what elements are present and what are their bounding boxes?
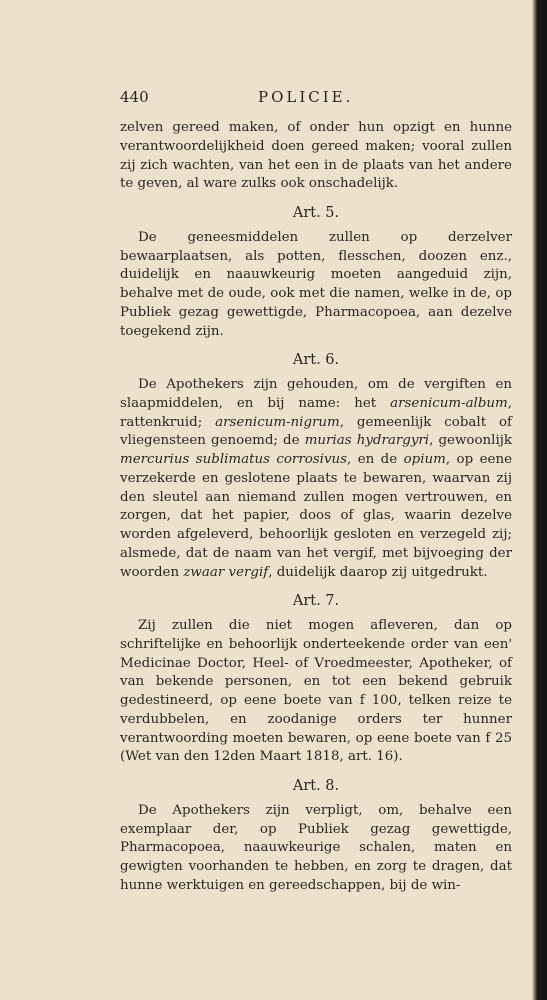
paragraph-continued: zelven gereed maken, of onder hun opzigt en hunne verantwoordelijkheid doen gereed maken; vooral zullen zij zich wachten, van het een in de plaats van het andere te geven, al ware zulks ook onschadelijk. bbox=[120, 120, 512, 192]
article-heading-5: Art. 5. bbox=[292, 205, 340, 221]
italic-term: murias hydrargyri bbox=[304, 433, 430, 449]
page-number: 440 bbox=[120, 88, 149, 106]
italic-term: zwaar vergif bbox=[183, 564, 269, 580]
running-title: POLICIE. bbox=[258, 88, 354, 106]
paragraph-art-7: Zij zullen die niet mogen afleveren, dan op schriftelijke en behoorlijk onderteekende order van een' Medicinae Doctor, Heel- of Vroedmeester, Apotheker, of van bekende personen, en tot een bekend gebruik gedestineerd, op eene boete van f 100, telken reize te verdubbelen, en zoodanige orders ter hunner verantwoording moeten bewaren, op eene boete van f 25 (Wet van den 12den Maart 1818, art. 16). bbox=[120, 618, 512, 765]
article-heading-6: Art. 6. bbox=[292, 352, 340, 369]
page-header bbox=[120, 88, 520, 112]
paragraph-art-8: De Apothekers zijn verpligt, om, behalve een exemplaar der, op Publiek gezag gewettigde, Pharmacopoea, naauwkeurige schalen, maten en gewigten voorhanden te hebben, en zorg te dragen, dat hunne werktuigen en gereedschappen, bij de win- bbox=[120, 802, 512, 893]
italic-term: arsenicum-album bbox=[390, 395, 508, 411]
article-heading-8: Art. 8. bbox=[292, 778, 340, 794]
article-heading-7: Art. 7. bbox=[292, 593, 340, 610]
italic-term: mercurius sublimatus corrosivus bbox=[120, 452, 348, 467]
italic-term: arsenicum-nigrum bbox=[215, 414, 340, 430]
paragraph-art-6: De Apothekers zijn gehouden, om de vergiften en slaapmiddelen, en bij name: het arsenicum-album, rattenkruid; arsenicum-nigrum, gemeenlijk cobalt of vliegensteen genoemd; de murias hydrargyri, gewoonlijk mercurius sublimatus corrosivus, en de opium, op eene verzekerde en geslotene plaats te bewaren, waarvan zij den sleutel aan niemand zullen mogen vertrouwen, en zorgen, dat het papier, doos of glas, waarin dezelve worden afgeleverd, behoorlijk gesloten en verzegeld zij; alsmede, dat de naam van het vergif, met bijvoeging der woorden zwaar vergif, duidelijk daarop zij uitgedrukt. bbox=[120, 377, 513, 580]
italic-term: opium bbox=[403, 452, 446, 467]
page-edge-shadow bbox=[532, 0, 547, 1000]
paragraph-art-5: De geneesmiddelen zullen op derzelver bewaarplaatsen, als potten, flesschen, doozen enz., duidelijk en naauwkeurig moeten aangeduid zijn, behalve met de oude, ook met die namen, welke in de, op Publiek gezag gewettigde, Pharmacopoea, aan dezelve toegekend zijn. bbox=[120, 229, 512, 339]
page-body bbox=[120, 119, 512, 896]
